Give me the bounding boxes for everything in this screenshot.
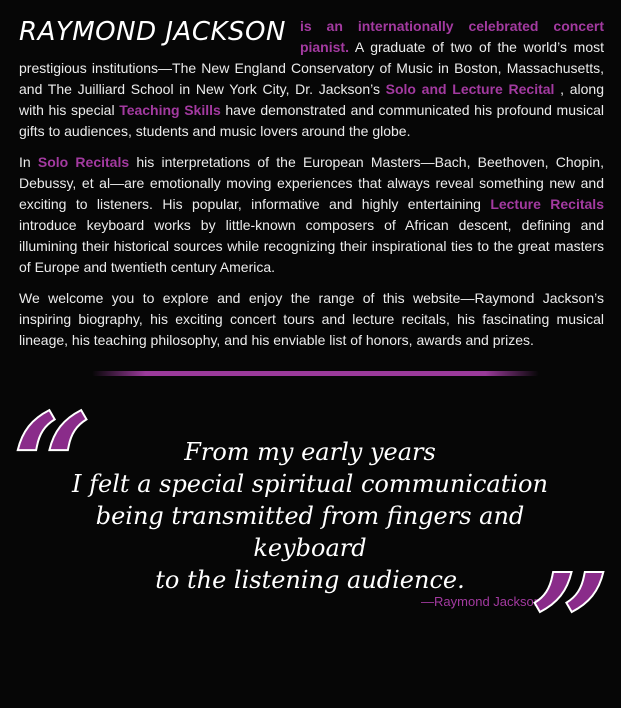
pull-quote: [60, 436, 560, 596]
open-quote-mark-icon: “: [12, 384, 93, 548]
quote-line: From my early years: [184, 438, 436, 466]
artist-name-heading: RAYMOND JACKSON: [19, 17, 286, 47]
solo-recitals-link[interactable]: Solo Recitals: [37, 154, 130, 170]
section-divider: [92, 371, 539, 376]
quote-line: I felt a special spiritual communication: [72, 470, 548, 498]
intro-text: have demonstrated and communicated his profound musical gifts to audiences, students and music lovers around the globe.: [19, 102, 605, 139]
quote-line: being transmitted from fingers and keyboard: [95, 502, 525, 562]
quote-attribution: —Raymond Jackson: [421, 594, 541, 609]
intro-text: In: [19, 154, 38, 170]
intro-paragraph-3: We welcome you to explore and enjoy the range of this website—Raymond Jackson’s inspiring biography, his exciting concert tours and lecture recitals, his fascinating musical lineage, his teaching philosophy, and his enviable list of honors, awards and prizes.: [19, 290, 604, 348]
intro-text: , along with his special: [19, 81, 604, 118]
close-quote-mark-icon: ”: [530, 544, 611, 708]
intro-section: [19, 16, 604, 361]
intro-paragraph-1: [19, 16, 604, 142]
lecture-recitals-link[interactable]: Lecture Recitals: [490, 196, 604, 212]
intro-lead-highlight: is an internationally celebrated concert pianist.: [299, 18, 604, 55]
quote-line: to the listening audience.: [155, 566, 465, 594]
intro-text: A graduate of two of the world’s most prestigious institutions—The New England Conservatory of Music in Boston, Massachusetts, and The Juilliard School in New York City, Dr. Jackson’s: [19, 39, 604, 97]
teaching-skills-link[interactable]: Teaching Skills: [119, 102, 221, 118]
intro-text: his interpretations of the European Masters—Bach, Beethoven, Chopin, Debussy, et al—are emotionally moving experiences that always reveal something new and exciting to listeners. His popular, informative and highly entertaining: [19, 154, 604, 212]
solo-lecture-recital-link[interactable]: Solo and Lecture Recital: [385, 81, 555, 97]
intro-text: introduce keyboard works by little-known composers of African descent, defining and illumining their historical sources while recognizing their inspirational ties to the great masters of Europe and twentieth century America.: [19, 217, 604, 275]
intro-paragraph-2: [19, 152, 604, 278]
